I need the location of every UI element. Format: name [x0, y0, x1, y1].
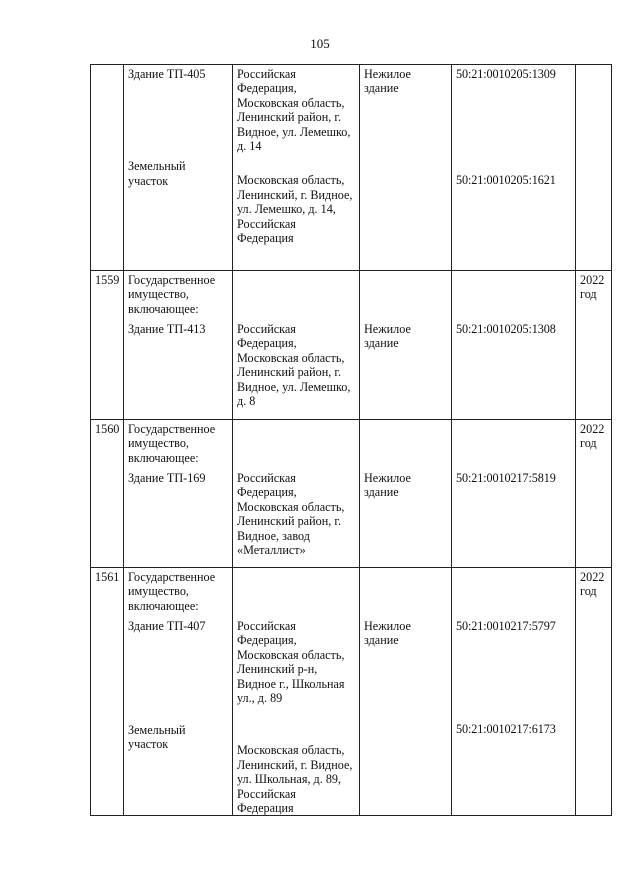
group-header: Государственное имущество, включающее: [128, 273, 216, 316]
object-name: Земельный участок [128, 722, 186, 752]
cadastral-cell [452, 568, 576, 816]
cadastral-number: 50:21:0010217:6173 [456, 722, 556, 737]
object-name: Здание ТП-169 [128, 471, 206, 486]
object-purpose: Нежилое здание [364, 619, 411, 648]
row-number-cell [91, 65, 124, 271]
object-purpose: Нежилое здание [364, 471, 411, 500]
purpose-cell [360, 420, 452, 568]
address-cell [233, 568, 360, 816]
cadastral-number: 50:21:0010217:5819 [456, 471, 556, 485]
cadastral-cell [452, 420, 576, 568]
cadastral-number: 50:21:0010205:1308 [456, 322, 556, 336]
object-name-cell [124, 420, 233, 568]
cadastral-cell [452, 271, 576, 420]
table-row [91, 271, 612, 420]
cadastral-cell [452, 65, 576, 271]
object-name-cell [124, 271, 233, 420]
object-name: Земельный участок [128, 159, 186, 188]
object-address: Московская область, Ленинский, г. Видное, ул. Школьная, д. 89, Российская Федерация [237, 743, 353, 816]
object-name-cell [124, 65, 233, 271]
group-header: Государственное имущество, включающее: [128, 570, 216, 613]
property-registry-table [90, 64, 612, 816]
row-number-cell: 1559 [91, 271, 124, 420]
object-purpose: Нежилое здание [364, 322, 411, 351]
year-cell: 2022 год [576, 271, 612, 420]
object-name: Здание ТП-405 [128, 67, 206, 81]
year-cell: 2022 год [576, 568, 612, 816]
object-address: Российская Федерация, Московская область, Ленинский район, г. Видное, ул. Лемешко, д. 14 [237, 67, 351, 154]
purpose-cell [360, 568, 452, 816]
table-row [91, 568, 612, 816]
table-row [91, 420, 612, 568]
cadastral-number: 50:21:0010205:1621 [456, 173, 556, 188]
object-address: Московская область, Ленинский, г. Видное, ул. Лемешко, д. 14, Российская Федерация [237, 173, 353, 246]
purpose-cell [360, 271, 452, 420]
year-cell [576, 65, 612, 271]
page-number: 105 [310, 36, 330, 51]
purpose-cell [360, 65, 452, 271]
year-cell: 2022 год [576, 420, 612, 568]
object-address: Российская Федерация, Московская область, Ленинский р-н, Видное г., Школьная ул., д. 89 [237, 619, 345, 706]
address-cell [233, 271, 360, 420]
object-name: Здание ТП-407 [128, 619, 206, 634]
cadastral-number: 50:21:0010217:5797 [456, 619, 556, 633]
object-address: Российская Федерация, Московская область, Ленинский район, г. Видное, завод «Металлист» [237, 471, 345, 558]
object-name-cell [124, 568, 233, 816]
address-cell [233, 65, 360, 271]
cadastral-number: 50:21:0010205:1309 [456, 67, 556, 81]
row-number-cell: 1561 [91, 568, 124, 816]
group-header: Государственное имущество, включающее: [128, 422, 216, 465]
table-row [91, 65, 612, 271]
object-name: Здание ТП-413 [128, 322, 206, 337]
address-cell [233, 420, 360, 568]
row-number-cell: 1560 [91, 420, 124, 568]
object-purpose: Нежилое здание [364, 67, 411, 96]
object-address: Российская Федерация, Московская область, Ленинский район, г. Видное, ул. Лемешко, д. 8 [237, 322, 351, 409]
